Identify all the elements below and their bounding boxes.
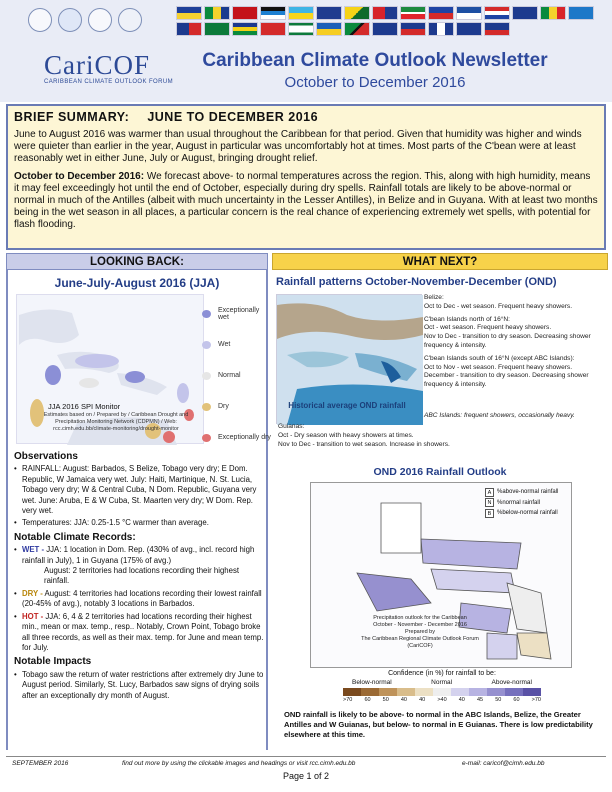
flag-icon bbox=[204, 6, 230, 20]
flag-icon bbox=[316, 22, 342, 36]
flag-icon bbox=[232, 22, 258, 36]
flag-icon bbox=[372, 6, 398, 20]
ond-outlook-map[interactable] bbox=[310, 482, 572, 668]
noaa-logo-icon[interactable] bbox=[58, 8, 82, 32]
ond-outlook-title[interactable]: OND 2016 Rainfall Outlook bbox=[373, 466, 507, 478]
guianas-title: Guianas: bbox=[278, 423, 305, 430]
confidence-title: Confidence (in %) for rainfall to be: bbox=[388, 670, 496, 677]
abn-row bbox=[485, 487, 571, 498]
legend-item bbox=[202, 298, 272, 329]
flag-icon bbox=[428, 22, 454, 36]
obs-rainfall-lead: RAINFALL: bbox=[22, 464, 61, 474]
confidence-color-bar bbox=[343, 688, 541, 696]
what-next-header: WHAT NEXT? bbox=[272, 253, 608, 270]
logo-wordmark: CariCOF bbox=[44, 50, 151, 80]
spi-map-credit: Estimates based on / Prepared by / Caribbean Drought and Precipitation Monitoring Network (CDPMN) / Web: rcc.cimh.edu.bb/climate-monitoring/drought-monitor bbox=[43, 412, 189, 432]
outlook-zone bbox=[431, 569, 515, 593]
confidence-swatch bbox=[397, 688, 415, 696]
confidence-tick: >70 bbox=[343, 697, 353, 703]
legend-swatch bbox=[202, 434, 211, 442]
confidence-category-labels bbox=[352, 679, 532, 686]
cimh-logo-icon[interactable] bbox=[28, 8, 52, 32]
record-dry-text: August: 4 territories had locations recording their lowest rainfall (20-45% of avg.), notably 3 locations in Barbados. bbox=[22, 588, 262, 609]
abn-box: N bbox=[485, 498, 494, 507]
flag-icon bbox=[512, 6, 538, 20]
spi-wet-region bbox=[177, 383, 189, 403]
outlook-zone bbox=[507, 583, 547, 633]
flag-icon bbox=[260, 22, 286, 36]
jja-map-title[interactable]: June-July-August 2016 (JJA) bbox=[54, 276, 220, 290]
legend-swatch bbox=[202, 341, 211, 349]
record-dry-item bbox=[14, 589, 266, 610]
guianas-line: Oct - Dry season with heavy showers at times. bbox=[278, 432, 414, 439]
record-hot-item bbox=[14, 612, 266, 654]
caption-line: Prepared by bbox=[405, 629, 435, 635]
note-title: C'bean Islands north of 16°N: bbox=[424, 315, 511, 323]
note-title: C'bean Islands south of 16°N (except ABC Islands): bbox=[424, 354, 575, 362]
flag-icon bbox=[260, 6, 286, 20]
footer-date: SEPTEMBER 2016 bbox=[12, 760, 69, 767]
flag-icon bbox=[568, 6, 594, 20]
conf-normal-label: Normal bbox=[431, 679, 453, 686]
land-shape bbox=[19, 309, 79, 345]
note-north-islands bbox=[424, 316, 608, 351]
legend-label: Normal bbox=[218, 372, 241, 379]
abn-label: %above-normal rainfall bbox=[497, 489, 559, 495]
record-wet-item bbox=[14, 545, 266, 566]
caricof-logo[interactable] bbox=[44, 50, 184, 85]
confidence-tick: 50 bbox=[495, 697, 502, 703]
abn-row bbox=[485, 508, 571, 519]
record-hot-label: HOT - bbox=[22, 611, 44, 621]
flag-icon bbox=[316, 6, 342, 20]
abn-key bbox=[485, 487, 571, 519]
agency-logos bbox=[28, 8, 142, 32]
confidence-tick: 60 bbox=[513, 697, 520, 703]
spi-wet-region bbox=[75, 354, 119, 368]
confidence-tick: 45 bbox=[476, 697, 484, 703]
outlook-map-caption bbox=[355, 615, 485, 650]
outlook-zone bbox=[357, 573, 431, 611]
conf-above-label: Above-normal bbox=[491, 679, 532, 686]
flag-icon bbox=[400, 22, 426, 36]
note-line: Oct to Dec - wet season. Frequent heavy showers. bbox=[424, 302, 573, 310]
obs-temperature-item: • Temperatures: JJA: 0.25-1.5 °C warmer than average. bbox=[14, 518, 266, 528]
confidence-swatch bbox=[361, 688, 379, 696]
legend-swatch bbox=[202, 310, 211, 318]
looking-back-header: LOOKING BACK: bbox=[6, 253, 268, 270]
obs-rainfall-item bbox=[14, 464, 266, 516]
flag-icon bbox=[344, 22, 370, 36]
summary-paragraph-ond bbox=[14, 171, 598, 232]
confidence-swatch bbox=[523, 688, 541, 696]
confidence-tick: 60 bbox=[364, 697, 371, 703]
spi-map-caption: JJA 2016 SPI Monitor bbox=[48, 402, 121, 411]
record-wet-text-2: August: 2 territories had locations recording their highest rainfall. bbox=[44, 566, 240, 586]
summary-ond-lead: October to December 2016: bbox=[14, 170, 145, 182]
page-footer bbox=[0, 756, 612, 792]
confidence-tick: 50 bbox=[382, 697, 389, 703]
flag-icon bbox=[176, 22, 202, 36]
legend-label: Exceptionally wet bbox=[218, 306, 260, 321]
newsletter-period: October to December 2016 bbox=[284, 74, 466, 91]
confidence-key bbox=[342, 670, 542, 703]
legend-label: Exceptionally dry bbox=[218, 434, 271, 441]
note-line: Oct to Nov - wet season. Frequent heavy showers. bbox=[424, 363, 573, 371]
confidence-swatch bbox=[415, 688, 433, 696]
conf-below-label: Below-normal bbox=[352, 679, 392, 686]
flag-icon bbox=[232, 6, 258, 20]
footer-email-link[interactable]: e-mail: caricof@cimh.edu.bb bbox=[462, 760, 545, 767]
legend-label: Wet bbox=[218, 341, 231, 348]
flag-icon bbox=[344, 6, 370, 20]
confidence-swatch bbox=[433, 688, 451, 696]
abn-row bbox=[485, 498, 571, 509]
confidence-tick: >40 bbox=[437, 697, 447, 703]
guianas-line: Nov to Dec - transition to wet season. Increase in showers. bbox=[278, 441, 450, 448]
abc-islands-note: ABC Islands: frequent showers, occasionally heavy. bbox=[424, 412, 575, 419]
historical-rainfall-map[interactable] bbox=[276, 294, 422, 424]
note-line: December - transition to dry season. Decreasing shower frequency & intensity. bbox=[424, 372, 589, 389]
flag-icon bbox=[400, 6, 426, 20]
abn-box: B bbox=[485, 509, 494, 518]
records-heading[interactable]: Notable Climate Records: bbox=[14, 531, 136, 543]
outlook-zone bbox=[421, 539, 521, 569]
impacts-item: • Tobago saw the return of water restrictions after extremely dry June to August period. Similarly, St. Lucy, Barbados saw signs of drying soils after an exceptionally dry month of August. bbox=[14, 670, 266, 701]
ond-outlook-summary: OND rainfall is likely to be above- to normal in the ABC Islands, Belize, the Greater Antilles and W Guianas, but below- to normal in E Guianas. There is low predictability elsewhere at this time. bbox=[284, 710, 593, 740]
member-flags bbox=[176, 6, 596, 36]
confidence-swatch bbox=[343, 688, 361, 696]
flag-icon bbox=[484, 22, 510, 36]
spi-exceptionally-wet-region bbox=[45, 365, 61, 385]
newsletter-title: Caribbean Climate Outlook Newsletter bbox=[202, 50, 548, 71]
confidence-swatch bbox=[487, 688, 505, 696]
flag-icon bbox=[176, 6, 202, 20]
abn-box: A bbox=[485, 488, 494, 497]
legend-item bbox=[202, 391, 272, 422]
observations-heading: Observations bbox=[14, 451, 78, 462]
flag-icon bbox=[288, 6, 314, 20]
legend-label: Dry bbox=[218, 403, 229, 410]
looking-back-column bbox=[6, 270, 271, 750]
legend-swatch bbox=[202, 403, 211, 411]
abn-label: %normal rainfall bbox=[497, 499, 541, 506]
impacts-heading: Notable Impacts bbox=[14, 656, 92, 668]
abn-label: %below-normal rainfall bbox=[497, 510, 558, 516]
rainfall-pattern-notes bbox=[424, 294, 608, 394]
caption-line: Precipitation outlook for the Caribbean bbox=[373, 615, 467, 621]
rainfall-map-caption: Historical average OND rainfall bbox=[288, 401, 406, 410]
note-south-islands bbox=[424, 355, 608, 390]
flag-icon bbox=[456, 6, 482, 20]
confidence-swatch bbox=[505, 688, 523, 696]
footer-note-link[interactable]: find out more by using the clickable images and headings or visit rcc.cimh.edu.bb bbox=[122, 760, 356, 767]
spi-normal-region bbox=[79, 378, 99, 388]
spi-exceptionally-wet-region bbox=[125, 371, 145, 383]
flag-icon bbox=[372, 22, 398, 36]
confidence-swatch bbox=[451, 688, 469, 696]
logo-subtitle: CARIBBEAN CLIMATE OUTLOOK FORUM bbox=[44, 79, 173, 85]
caption-line: The Caribbean Regional Climate Outlook Forum (CariCOF) bbox=[361, 636, 479, 649]
confidence-ticks bbox=[343, 697, 541, 703]
outlook-zone bbox=[517, 633, 551, 659]
note-line: Oct - wet season. Frequent heavy showers. bbox=[424, 324, 552, 332]
record-hot-text: JJA: 6, 4 & 2 territories had locations recording their highest min., mean or max. temp., resp.. Notably, Crown Point, Tobago broke all three records, as well as their max. temp. for June and mean temp. for July. bbox=[22, 611, 264, 652]
outlook-zone bbox=[487, 633, 517, 659]
what-next-column bbox=[272, 270, 608, 750]
legend-swatch bbox=[202, 372, 211, 380]
outlook-zone bbox=[381, 503, 421, 553]
summary-heading bbox=[14, 110, 598, 124]
usaid-logo-icon[interactable] bbox=[118, 8, 142, 32]
brief-summary-box bbox=[6, 104, 606, 250]
confidence-tick: 40 bbox=[458, 697, 465, 703]
flag-icon bbox=[484, 6, 510, 20]
obs-rainfall-text: August: Barbados, S Belize, Tobago very dry; E Dom. Republic, W Jamaica very wet. July: Haiti, Martinique, N. St. Lucia, Tobago very dry; W & Central Cuba, N Dom. Republic, Guyana very wet. June: Aruba, E & W Cuba, St. Maarten very dry; W Dom. Rep. very wet. bbox=[22, 464, 257, 516]
legend-item bbox=[202, 360, 272, 391]
footer-divider bbox=[6, 756, 606, 757]
confidence-tick: 40 bbox=[419, 697, 426, 703]
summary-ond-text: We forecast above- to normal temperatures across the region. This, along with high humidity, means it may feel exceedingly hot until the end of October, especially during dry spells. Rainfall totals are likely to be above-normal or normal in much of the Antilles (albeit with much uncertainty in the Lesser Antilles), in Belize and in Guyana. With at least two months being in the wet season in all places, a particular concern is the real chance of experiencing extremely wet spells, with potential for flash flooding. bbox=[14, 170, 598, 231]
spi-legend bbox=[202, 298, 272, 453]
summary-paragraph-jja: June to August 2016 was warmer than usual throughout the Caribbean for that period. Given that humidity was higher and winds were quieter than earlier in the year, August in particular was uncomfortably hot at times. Most parts of the C'bean were at least reasonably wet in either June, July or August, bringing drought relief. bbox=[14, 129, 582, 165]
record-dry-label: DRY - bbox=[22, 588, 43, 598]
wmo-logo-icon[interactable] bbox=[88, 8, 112, 32]
note-title: Belize: bbox=[424, 294, 444, 301]
note-belize bbox=[424, 294, 608, 312]
ond-rainfall-patterns-title[interactable]: Rainfall patterns October-November-December (OND) bbox=[276, 276, 557, 288]
newsletter-header bbox=[0, 0, 612, 102]
summary-heading-label: BRIEF SUMMARY: bbox=[14, 110, 130, 124]
flag-icon bbox=[428, 6, 454, 20]
observations-text bbox=[14, 448, 266, 701]
flag-icon bbox=[540, 6, 566, 20]
flag-icon bbox=[456, 22, 482, 36]
confidence-tick: 40 bbox=[400, 697, 407, 703]
summary-heading-period: JUNE TO DECEMBER 2016 bbox=[147, 110, 319, 124]
flag-icon bbox=[204, 22, 230, 36]
page-number: Page 1 of 2 bbox=[282, 771, 330, 781]
caption-line: October - November - December 2016 bbox=[373, 622, 467, 628]
note-line: Nov to Dec - transition to dry season. Decreasing shower frequency & intensity. bbox=[424, 333, 591, 349]
guianas-note bbox=[278, 422, 608, 449]
legend-item bbox=[202, 329, 272, 360]
confidence-swatch bbox=[379, 688, 397, 696]
record-wet-label: WET - bbox=[22, 545, 45, 555]
record-wet-text: JJA: 1 location in Dom. Rep. (430% of avg., incl. record high rainfall in July), 1 in Guyana (175% of avg.) bbox=[22, 545, 255, 565]
confidence-tick: >70 bbox=[531, 697, 541, 703]
confidence-swatch bbox=[469, 688, 487, 696]
flag-icon bbox=[288, 22, 314, 36]
